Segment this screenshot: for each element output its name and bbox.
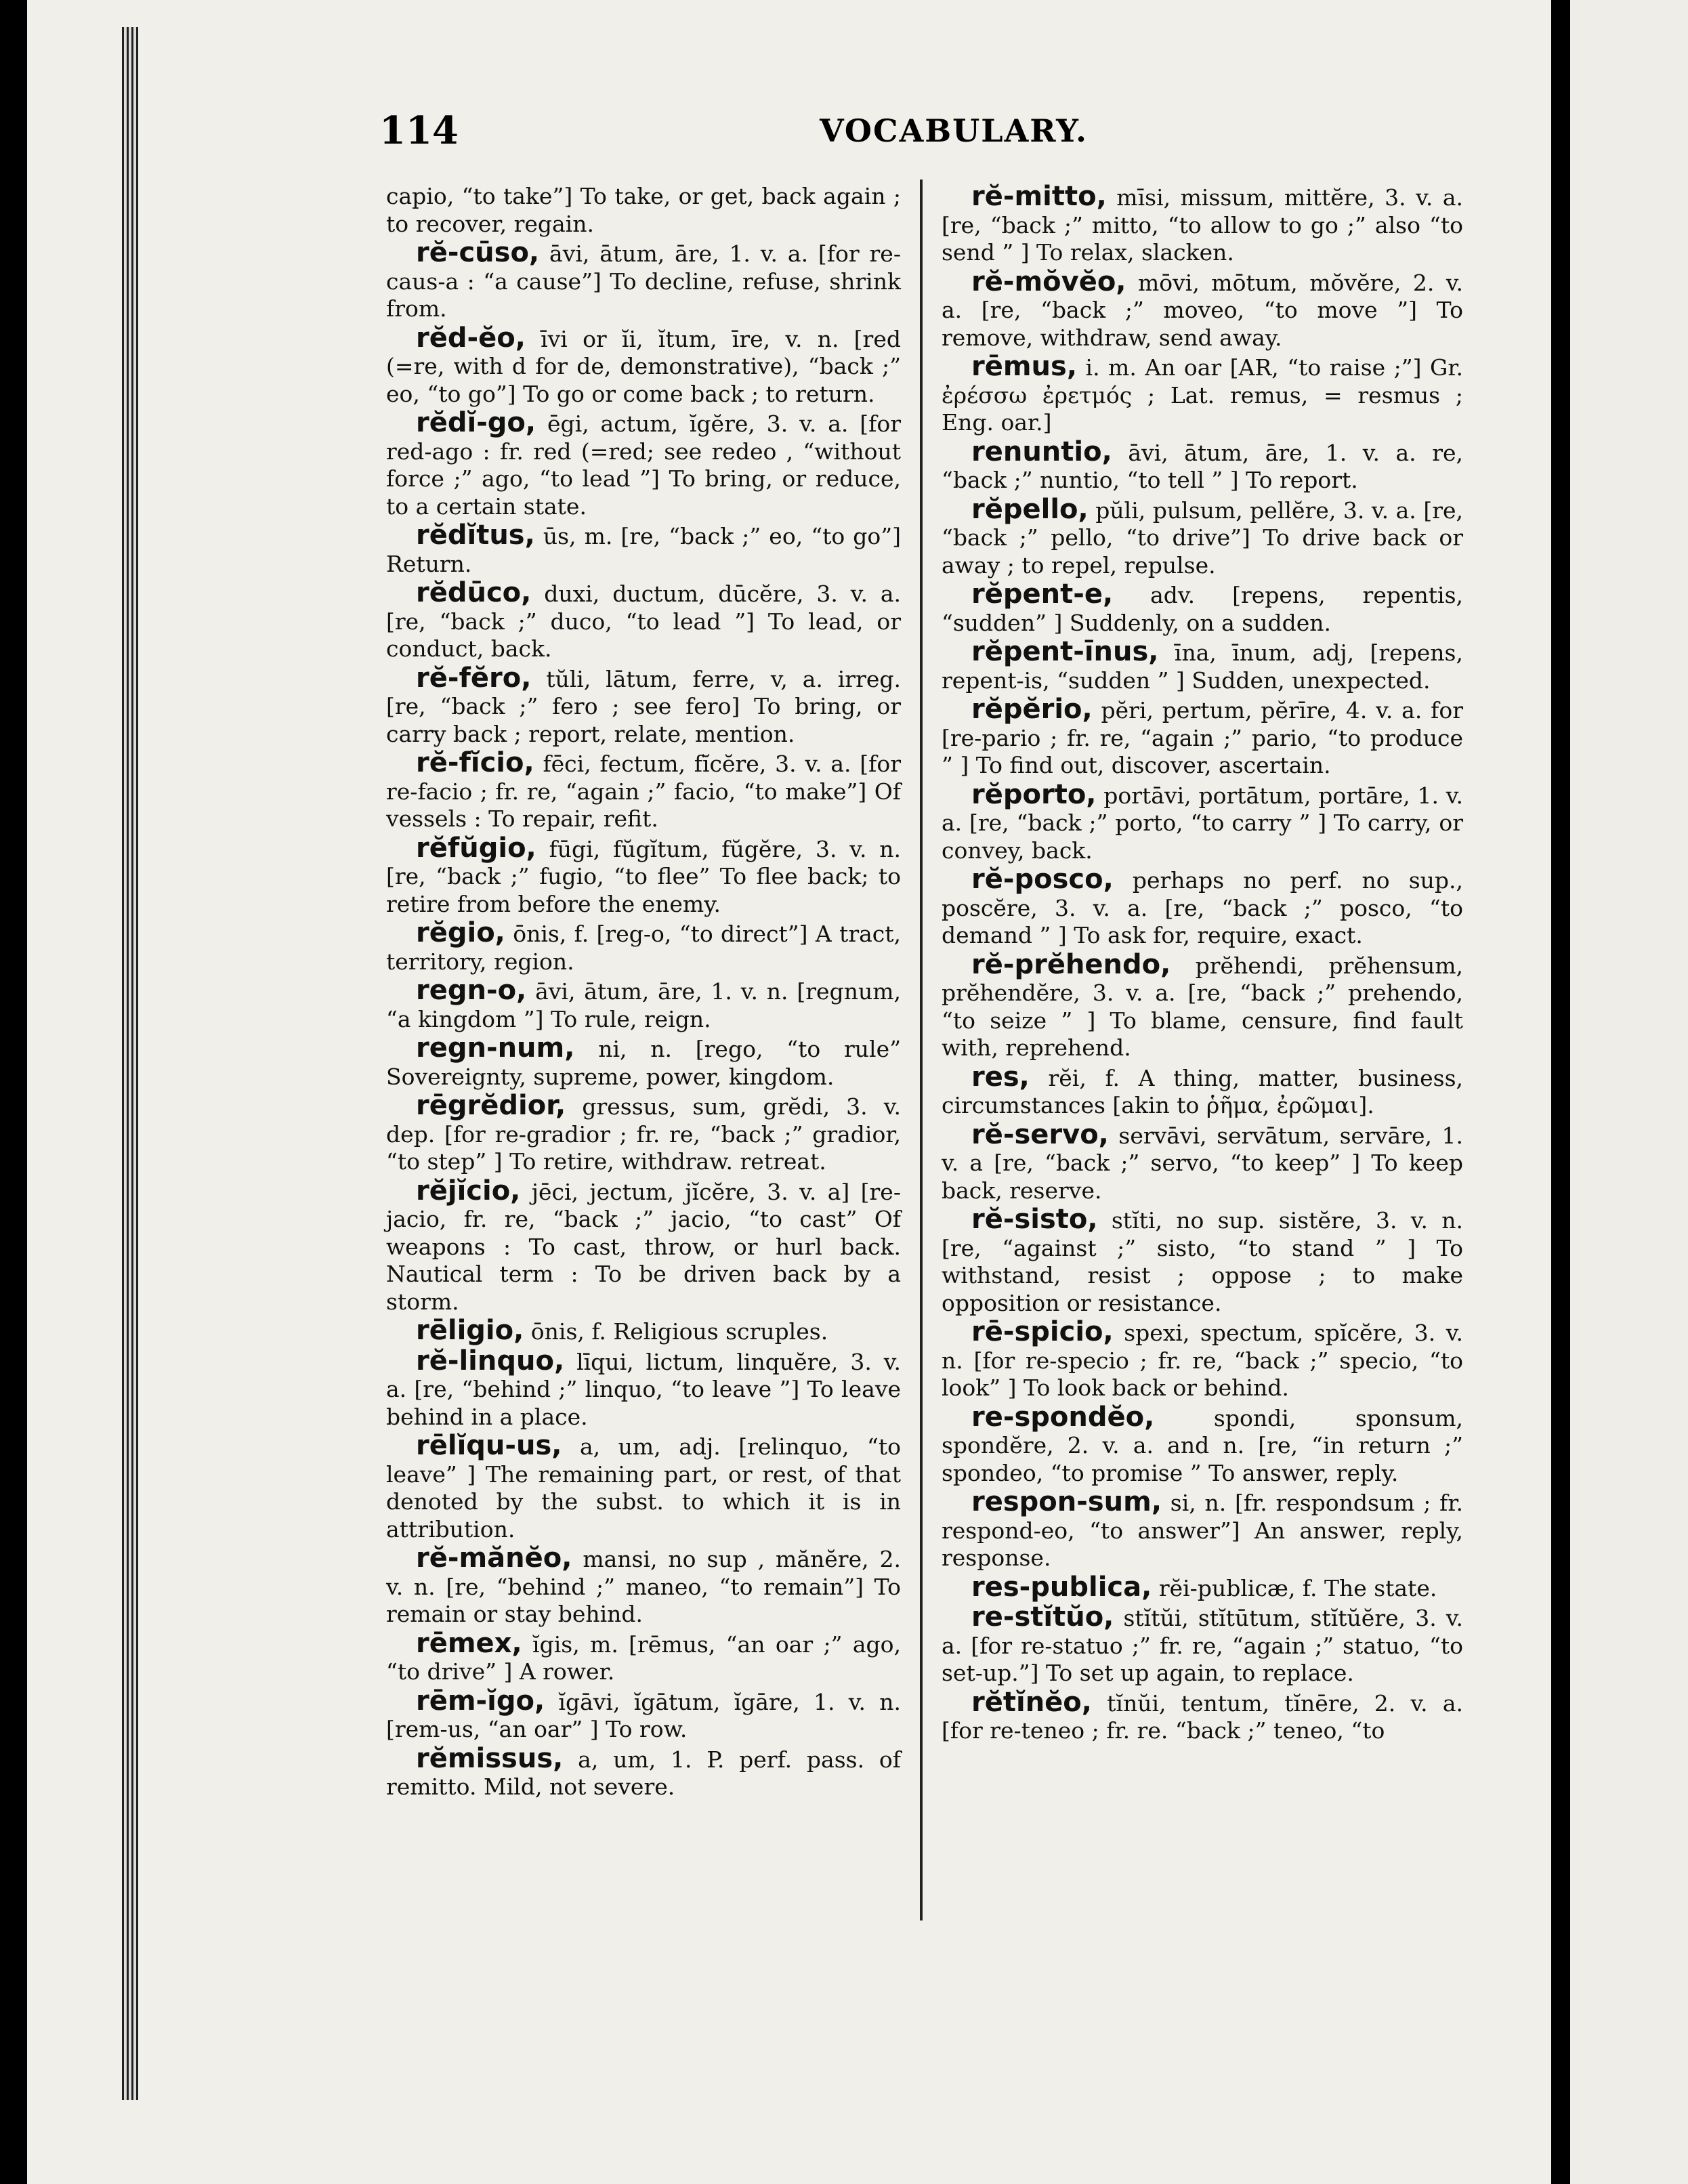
vocabulary-entry [386, 1177, 901, 1316]
entry-definition: pĕri, pertum, pĕrīre, 4. v. a. for [re-pario ; fr. re, “again ;” pario, “to produce ” ] To find out, discover, ascertain. [942, 697, 1463, 778]
entry-headword: rēligio, [416, 1315, 524, 1346]
vocabulary-entry [386, 749, 901, 833]
entry-headword: rĕ-mŏvĕo, [971, 266, 1126, 297]
entry-headword: regn-o, [416, 975, 527, 1006]
vocabulary-entry [386, 1742, 901, 1801]
vocabulary-entry [942, 866, 1463, 950]
entry-definition: fūgi, fŭgĭtum, fŭgĕre, 3. v. n. [re, “back ;” fugio, “to flee” To flee back; to retire from before the enemy. [386, 835, 902, 917]
vocabulary-entry [942, 268, 1463, 352]
entry-headword: rĕmissus, [416, 1742, 564, 1774]
entry-definition: ĭgāvi, ĭgātum, ĭgāre, 1. v. n. [rem-us, “an oar” ] To row. [386, 1688, 901, 1742]
entry-headword: rĕtĭnĕo, [971, 1686, 1092, 1718]
facing-page-edge [1570, 0, 1688, 2184]
vocabulary-entry [942, 1571, 1463, 1603]
vocabulary-entry [942, 1686, 1463, 1745]
entry-definition: tŭli, lātum, ferre, v, a. irreg. [re, “back ;” fero ; see fero] To bring, or carry back ; report, relate, mention. [386, 665, 901, 747]
vocabulary-entry [942, 1401, 1463, 1488]
entry-definition: mīsi, missum, mittĕre, 3. v. a. [re, “back ;” mitto, “to allow to go ;” also “to send ” ] To relax, slacken. [942, 184, 1463, 266]
vocabulary-entry [386, 1687, 901, 1744]
vocabulary-entry [942, 638, 1463, 694]
entry-definition: ēgi, actum, ĭgĕre, 3. v. a. [for red-ago : fr. red (=red; see redeo , “without force ;” ago, “to lead ”] To bring, or reduce, to a certain state. [386, 411, 901, 520]
entry-definition: līqui, lictum, linquĕre, 3. v. a. [re, “behind ;” linquo, “to leave ”] To leave behind in a place. [386, 1348, 901, 1430]
vocabulary-entry [386, 1432, 901, 1543]
column-divider [920, 180, 923, 1920]
entry-headword: rĕ-linquo, [416, 1345, 565, 1377]
entry-definition: prĕhendi, prĕhensum, prĕhendĕre, 3. v. a. [re, “back ;” prehendo, “to seize ” ] To blame, censure, find fault with, reprehend. [942, 952, 1463, 1061]
entry-headword: respon-sum, [971, 1486, 1162, 1517]
entry-definition: si, n. [fr. respondsum ; fr. respond-eo, “to answer”] An answer, reply, response. [942, 1490, 1463, 1571]
entry-definition: rĕi-publicæ, f. The state. [1158, 1574, 1437, 1601]
entry-headword: renuntio, [971, 436, 1112, 467]
entry-headword: rĕdūco, [416, 577, 532, 608]
entry-definition: stĭti, no sup. sistĕre, 3. v. n. [re, “against ;” sisto, “to stand ” ] To withstand, resist ; oppose ; to make opposition or resistance. [942, 1207, 1463, 1316]
entry-definition: fēci, fectum, fĭcĕre, 3. v. a. [for re-facio ; fr. re, “again ;” facio, “to make”] Of vessels : To repair, refit. [386, 751, 901, 832]
vocabulary-entry [942, 438, 1463, 495]
vocabulary-entry [942, 948, 1463, 1062]
entry-definition: ōnis, f. [reg-o, “to direct”] A tract, territory, region. [386, 921, 901, 975]
vocabulary-entry [386, 1627, 901, 1686]
entry-headword: rĕfŭgio, [416, 832, 536, 864]
entry-headword: rĕporto, [971, 778, 1097, 810]
entry-definition: duxi, ductum, dūcĕre, 3. v. a. [re, “back ;” duco, “to lead ”] To lead, or conduct, back. [386, 581, 901, 662]
entry-headword: rĕ-posco, [971, 864, 1114, 895]
entry-headword: res, [971, 1061, 1030, 1093]
entry-definition: ni, n. [rego, “to rule” Sovereignty, supreme, power, kingdom. [386, 1036, 901, 1090]
entry-headword: regn-num, [416, 1032, 575, 1064]
page-number: 114 [379, 108, 459, 153]
entry-definition: āvi, ātum, āre, 1. v. n. [regnum, “a kingdom ”] To rule, reign. [386, 978, 901, 1032]
entry-headword: rēgrĕdior, [416, 1090, 566, 1121]
vocabulary-entry [386, 409, 901, 520]
vocabulary-entry [386, 579, 901, 663]
vocabulary-entry [942, 696, 1463, 780]
entry-headword: rēmex, [416, 1627, 522, 1659]
entry-headword: rĕ-servo, [971, 1118, 1109, 1150]
entry-headword: rĕpent-e, [971, 579, 1114, 610]
vocabulary-entry [942, 353, 1463, 437]
entry-definition: capio, “to take”] To take, or get, back again ; to recover, regain. [386, 183, 901, 237]
vocabulary-entry [386, 919, 901, 975]
page-header [379, 108, 1504, 163]
vocabulary-entry [942, 183, 1463, 267]
entry-definition: spexi, spectum, spĭcĕre, 3. v. n. [for re-specio ; fr. re, “back ;” specio, “to look” ] To look back or behind. [942, 1320, 1463, 1401]
entry-headword: rĕdĭtus, [416, 520, 535, 551]
entry-headword: rĕd-ĕo, [416, 322, 526, 354]
entry-definition: servāvi, servātum, servāre, 1. v. a [re, “back ;” servo, “to keep” ] To keep back, reserve. [942, 1122, 1463, 1204]
entry-headword: rĕdĭ-go, [416, 407, 536, 438]
entry-definition: ĭgis, m. [rēmus, “an oar ;” ago, “to drive” ] A rower. [386, 1631, 901, 1685]
entry-definition: ūs, m. [re, “back ;” eo, “to go”] Return. [386, 523, 901, 577]
entry-definition: āvi, ātum, āre, 1. v. a. [for re-caus-a : “a cause”] To decline, refuse, shrink from. [386, 240, 901, 322]
entry-definition: portāvi, portātum, portāre, 1. v. a. [re, “back ;” porto, “to carry ” ] To carry, or convey, back. [942, 782, 1463, 864]
vocabulary-entry [386, 239, 901, 323]
entry-headword: rĕpello, [971, 493, 1089, 525]
vocabulary-entry [386, 1542, 901, 1629]
entry-headword: rē-spicio, [971, 1316, 1114, 1347]
entry-headword: rĕ-prĕhendo, [971, 948, 1171, 980]
entry-headword: rĕ-mitto, [971, 181, 1107, 212]
vocabulary-entry [942, 778, 1463, 865]
book-page [27, 0, 1551, 2184]
right-column [942, 183, 1463, 1746]
entry-headword: rēm-ĭgo, [416, 1685, 545, 1717]
vocabulary-entry [386, 1347, 901, 1431]
left-column [386, 183, 901, 1803]
vocabulary-entry [942, 1488, 1463, 1572]
vocabulary-entry [942, 493, 1463, 580]
entry-definition: a, um, adj. [relinquo, “to leave” ] The remaining part, or rest, of that denoted by the subst. to which it is in attribution. [386, 1433, 901, 1542]
entry-definition: gressus, sum, grĕdi, 3. v. dep. [for re-gradior ; fr. re, “back ;” gradior, “to step” ] To retire, withdraw. retreat. [386, 1093, 901, 1175]
vocabulary-entry [942, 1206, 1463, 1317]
entry-definition: īna, īnum, adj, [repens, repent-is, “sudden ” ] Sudden, unexpected. [942, 639, 1463, 694]
entry-headword: re-spondĕo, [971, 1401, 1155, 1433]
vocabulary-entry [386, 662, 901, 749]
vocabulary-entry [386, 1092, 901, 1176]
entry-definition: ōnis, f. Religious scruples. [530, 1318, 828, 1345]
entry-definition: mansi, no sup , mănĕre, 2. v. n. [re, “behind ;” maneo, “to remain”] To remain or stay behind. [386, 1546, 901, 1627]
entry-headword: re-stĭtŭo, [971, 1601, 1114, 1633]
vocabulary-entry [942, 1061, 1463, 1120]
vocabulary-entry [386, 1317, 901, 1346]
entry-headword: rēmus, [971, 351, 1078, 382]
vocabulary-entry [942, 1118, 1463, 1205]
entry-headword: rĕ-cūso, [416, 237, 540, 268]
entry-definition: tĭnŭi, tentum, tĭnēre, 2. v. a. [for re-teneo ; fr. re. “back ;” teneo, “to [942, 1689, 1463, 1744]
binding-edge [122, 27, 138, 2100]
entry-definition: jēci, jectum, jĭcĕre, 3. v. a] [re-jacio, fr. re, “back ;” jacio, “to cast” Of weapons : To cast, throw, or hurl back. Nautical term : To be driven back by a storm. [386, 1178, 901, 1315]
entry-headword: rĕ-sisto, [971, 1204, 1098, 1235]
entry-definition: āvi, ātum, āre, 1. v. a. re, “back ;” nuntio, “to tell ” ] To report. [942, 439, 1463, 493]
entry-headword: rēlĭqu-us, [416, 1430, 562, 1461]
vocabulary-entry [386, 522, 901, 578]
vocabulary-entry [386, 977, 901, 1033]
vocabulary-entry [942, 1318, 1463, 1402]
running-head: VOCABULARY. [820, 112, 1089, 149]
vocabulary-entry [386, 1034, 901, 1091]
entry-definition: rĕi, f. A thing, matter, business, circumstances [akin to ῥῆμα, ἐρῶμαι]. [942, 1064, 1463, 1118]
entry-headword: rĕ-fĭcio, [416, 747, 534, 778]
entry-headword: rĕ-fĕro, [416, 662, 532, 694]
entry-definition: spondi, sponsum, spondĕre, 2. v. a. and n. [re, “in return ;” spondeo, “to promise ” To answer, reply. [942, 1404, 1463, 1486]
entry-headword: rĕpĕrio, [971, 694, 1093, 725]
entry-definition: pŭli, pulsum, pellĕre, 3. v. a. [re, “back ;” pello, “to drive”] To drive back or away ; to repel, repulse. [942, 497, 1463, 579]
entry-definition: mōvi, mōtum, mŏvĕre, 2. v. a. [re, “back ;” moveo, “to move ”] To remove, withdraw, send away. [942, 269, 1463, 351]
entry-definition: īvi or ĭi, ĭtum, īre, v. n. [red (=re, with d for de, demonstrative), “back ;” eo, “to go”] To go or come back ; to return. [386, 325, 901, 407]
vocabulary-entry [386, 183, 901, 238]
vocabulary-entry [942, 581, 1463, 637]
entry-definition: stĭtŭi, stĭtūtum, stĭtŭĕre, 3. v. a. [for re-statuo ;” fr. re, “again ;” statuo, “to set-up.”] To set up again, to replace. [942, 1605, 1463, 1686]
entry-headword: res-publica, [971, 1571, 1152, 1603]
entry-definition: i. m. An oar [AR, “to raise ;”] Gr. ἐρέσσω ἐρετμός ; Lat. remus, = resmus ; Eng. oar.] [942, 354, 1463, 436]
entry-headword: rĕpent-īnus, [971, 636, 1159, 667]
vocabulary-entry [386, 324, 901, 408]
entry-definition: a, um, 1. P. perf. pass. of remitto. Mild, not severe. [386, 1746, 901, 1800]
entry-definition: adv. [repens, repentis, “sudden” ] Suddenly, on a sudden. [942, 582, 1463, 636]
entry-headword: rĕgio, [416, 917, 505, 948]
entry-headword: rĕjĭcio, [416, 1175, 521, 1206]
vocabulary-entry [386, 832, 902, 919]
entry-headword: rĕ-mănĕo, [416, 1542, 572, 1574]
entry-definition: perhaps no perf. no sup., poscĕre, 3. v. a. [re, “back ;” posco, “to demand ” ] To ask for, require, exact. [942, 867, 1463, 948]
vocabulary-entry [942, 1603, 1463, 1687]
